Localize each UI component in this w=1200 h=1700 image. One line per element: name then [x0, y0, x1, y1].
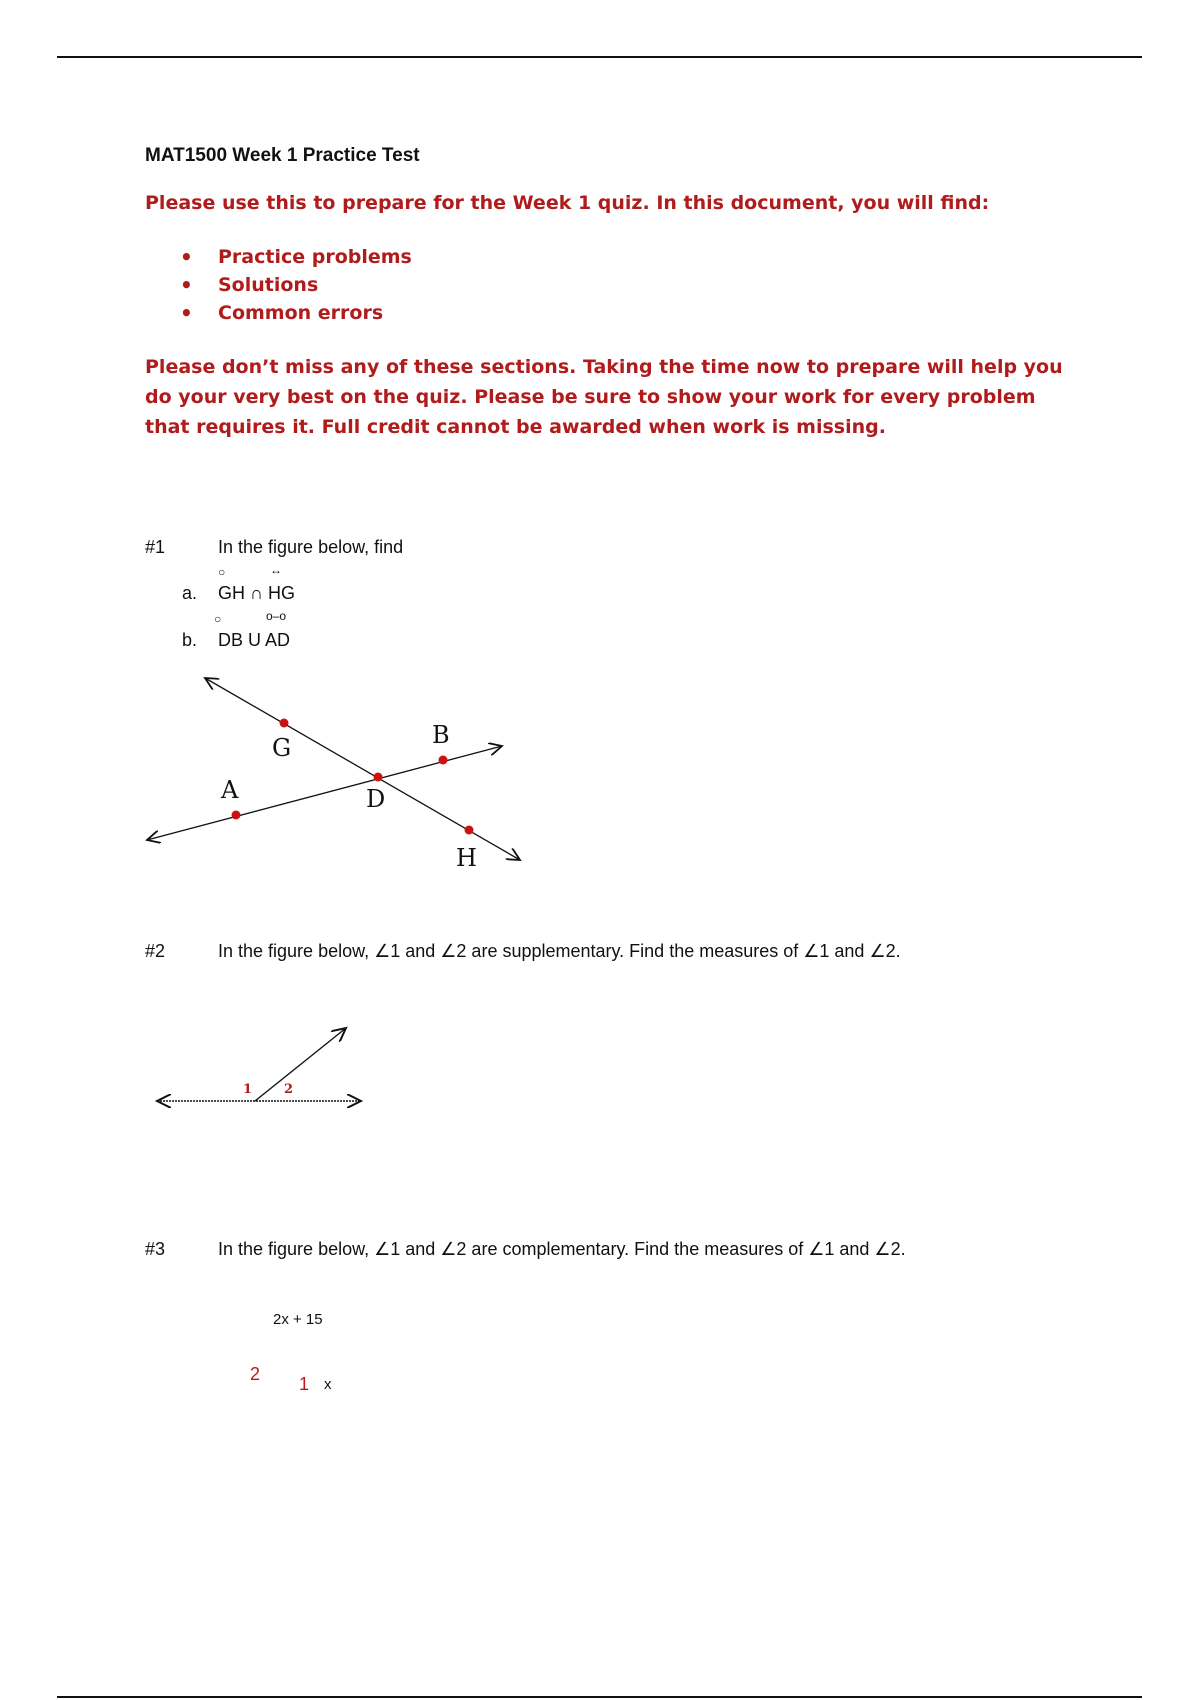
q3-text: In the figure below, ∠1 and ∠2 are complementary. Find the measures of ∠1 and ∠2.: [218, 1239, 906, 1259]
label-d: D: [366, 785, 386, 813]
bullet-item: • Practice problems: [180, 243, 412, 271]
angle-1-label: 1: [243, 1082, 253, 1097]
page-title: MAT1500 Week 1 Practice Test: [145, 145, 420, 166]
intro-text: Please use this to prepare for the Week 1 quiz. In this document, you will find:: [145, 192, 990, 214]
q1a-label: a.: [182, 583, 198, 603]
q3-number: #3: [145, 1239, 166, 1259]
label-g: G: [272, 734, 292, 762]
instructions-paragraph: Please don’t miss any of these sections. Taking the time now to prepare will help you do your very best on the quiz. Please be sure to show your work for every problem that requires it. Full credit cannot be awarded when work is missing.: [145, 356, 1063, 438]
q3-expression: 2x + 15: [273, 1311, 323, 1328]
q1a-expression: GH ∩ HG: [218, 583, 295, 603]
bullet-item: • Common errors: [180, 299, 412, 327]
q3-x-label: x: [324, 1376, 332, 1393]
q3-angle-1-label: 1: [299, 1374, 310, 1394]
bottom-rule: [57, 1696, 1142, 1698]
label-h: H: [456, 844, 477, 872]
q1-number: #1: [145, 537, 166, 557]
angle-ray: [255, 1028, 346, 1101]
label-a: A: [221, 776, 239, 804]
q2-number: #2: [145, 941, 166, 961]
q2-text: In the figure below, ∠1 and ∠2 are supplementary. Find the measures of ∠1 and ∠2.: [218, 941, 901, 961]
label-b: B: [432, 721, 450, 749]
ray-mark-icon: ○: [214, 612, 222, 626]
bullet-item: • Solutions: [180, 271, 412, 299]
ray-mark-icon: ○: [218, 565, 226, 579]
segment-mark-icon: o–o: [266, 609, 287, 623]
q1b-expression: DB U AD: [218, 630, 291, 650]
angle-2-label: 2: [284, 1082, 294, 1097]
q1b-label: b.: [182, 630, 198, 650]
q1-text: In the figure below, find: [218, 537, 404, 557]
line-mark-icon: ↔: [270, 563, 282, 577]
q3-angle-2-label: 2: [250, 1364, 261, 1384]
